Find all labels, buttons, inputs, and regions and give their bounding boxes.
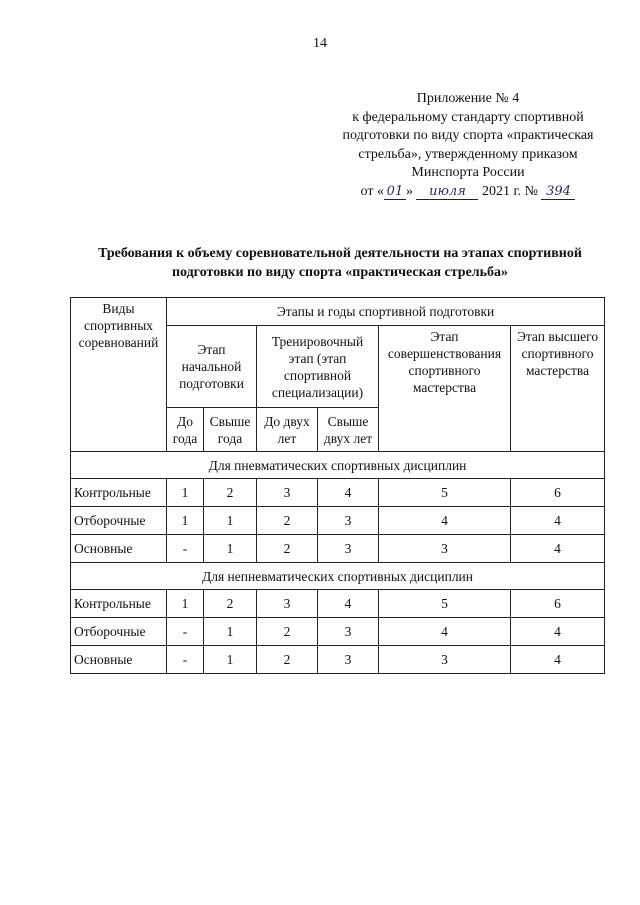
stages-header: Этапы и годы спортивной подготовки [167,298,605,326]
table-cell: 2 [257,618,318,646]
column-header-competition-kinds: Виды спортивных соревнований [71,298,167,452]
section-row [71,563,605,590]
page-number: 14 [313,36,327,51]
table-cell: 4 [318,590,379,618]
years-up-to-one: До года [167,408,204,452]
table-cell: 2 [204,590,257,618]
stage-highest: Этап высшего спортивного мастерства [511,326,605,452]
table-cell: 5 [379,590,511,618]
table-cell: - [167,618,204,646]
table-cell: 4 [318,479,379,507]
table-cell: 3 [257,479,318,507]
handwritten-month: июля [416,185,478,200]
handwritten-day: 01 [384,185,406,200]
header-row [71,298,605,326]
table-cell: 1 [204,507,257,535]
stage-initial: Этап начальной подготовки [167,326,257,408]
table-cell: - [167,646,204,674]
row-label: Основные [71,646,167,674]
years-up-to-two: До двух лет [257,408,318,452]
table-cell: 2 [204,479,257,507]
row-label: Отборочные [71,618,167,646]
stage-training: Тренировочный этап (этап спортивной специализации) [257,326,379,408]
date-year: 2021 г. № [478,183,542,199]
table-cell: 4 [511,535,605,563]
table-cell: 3 [318,507,379,535]
table-row [71,646,605,674]
table-row [71,507,605,535]
appendix-line: подготовки по виду спорта «практическая [342,128,594,143]
table-cell: 1 [204,646,257,674]
row-label: Отборочные [71,507,167,535]
years-over-one: Свыше года [204,408,257,452]
table-cell: 3 [257,590,318,618]
table-cell: 2 [257,535,318,563]
appendix-line: стрельба», утвержденному приказом [358,146,578,162]
table-cell: 4 [379,618,511,646]
table-cell: 1 [204,535,257,563]
table-cell: 4 [511,507,605,535]
appendix-line: к федеральному стандарту спортивной [352,109,584,125]
table-row [71,590,605,618]
years-over-two: Свыше двух лет [318,408,379,452]
table-cell: 6 [511,479,605,507]
table-row [71,479,605,507]
table-cell: 3 [379,646,511,674]
row-label: Основные [71,535,167,563]
table-cell: 3 [318,618,379,646]
handwritten-order-number: 394 [541,185,575,200]
table-cell: 6 [511,590,605,618]
table-cell: 1 [167,590,204,618]
table-cell: 4 [379,507,511,535]
date-prefix: от « [360,183,384,199]
appendix-line: Минспорта России [411,165,525,180]
table-cell: 1 [167,507,204,535]
table-cell: 3 [318,535,379,563]
table-cell: 4 [511,618,605,646]
date-mid: » [405,183,417,199]
table-cell: 4 [511,646,605,674]
row-label: Контрольные [71,479,167,507]
table-row [71,618,605,646]
table-cell: 2 [257,507,318,535]
table-cell: 3 [379,535,511,563]
appendix-header [318,90,618,201]
table-cell: 1 [167,479,204,507]
table-row [71,535,605,563]
table-cell: - [167,535,204,563]
table-cell: 2 [257,646,318,674]
stage-improvement: Этап совершенствования спортивного мастерства [379,326,511,452]
row-label: Контрольные [71,590,167,618]
appendix-title: Приложение № 4 [416,91,520,106]
title-line: Требования к объему соревновательной деятельности на этапах спортивной [98,246,582,261]
section-title: Для непневматических спортивных дисциплин [71,563,605,590]
title-line: подготовки по виду спорта «практическая стрельба» [171,265,509,280]
requirements-table [70,297,605,674]
section-row [71,452,605,479]
table-cell: 3 [318,646,379,674]
order-date-line [318,183,618,202]
section-title: Для пневматических спортивных дисциплин [71,452,605,479]
table-cell: 1 [204,618,257,646]
document-title [60,244,620,282]
table-cell: 5 [379,479,511,507]
